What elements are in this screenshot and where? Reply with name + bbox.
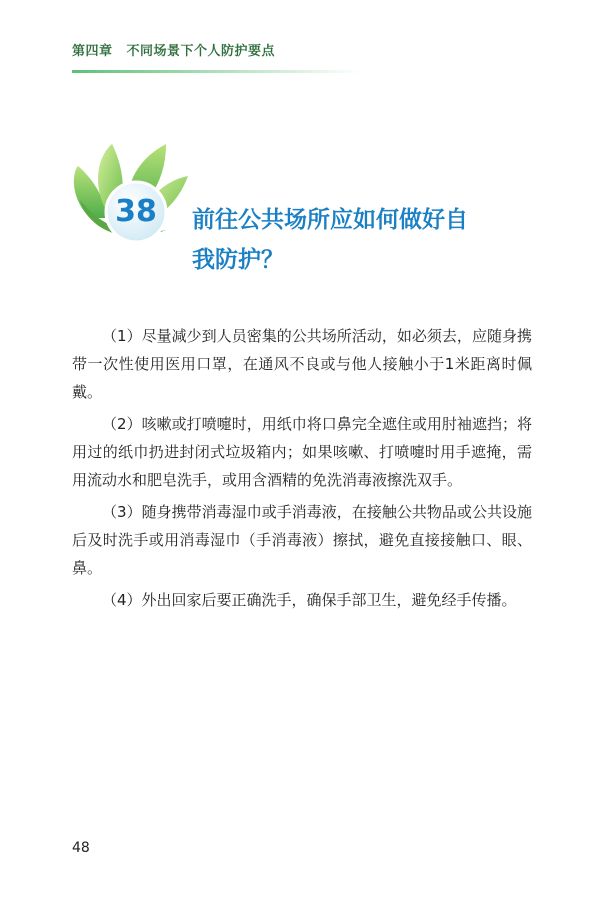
section-title-line1: 前往公共场所应如何做好自 xyxy=(192,207,468,233)
body-text xyxy=(72,322,532,618)
paragraph-2: （2）咳嗽或打喷嚏时，用纸巾将口鼻完全遮住或用肘袖遮挡；将用过的纸巾扔进封闭式垃圾箱内；如果咳嗽、打喷嚏时用手遮掩，需用流动水和肥皂洗手，或用含酒精的免洗消毒液擦洗双手。 xyxy=(72,415,532,489)
section-title xyxy=(192,200,522,280)
paragraph-3: （3）随身携带消毒湿巾或手消毒液，在接触公共物品或公共设施后及时洗手或用消毒湿巾（手消毒液）擦拭，避免直接接触口、眼、鼻。 xyxy=(72,503,532,577)
chapter-title: 不同场景下个人防护要点 xyxy=(126,44,276,59)
chapter-label: 第四章 xyxy=(72,44,113,59)
section-title-line2: 我防护？ xyxy=(192,247,284,273)
paragraph-1: （1）尽量减少到人员密集的公共场所活动，如必须去，应随身携带一次性使用医用口罩，在通风不良或与他人接触小于1米距离时佩戴。 xyxy=(72,327,532,401)
section-number: 38 xyxy=(115,194,157,229)
paragraph-4: （4）外出回家后要正确洗手，确保手部卫生，避免经手传播。 xyxy=(102,591,517,609)
chapter-header xyxy=(72,40,275,59)
page-number: 48 xyxy=(72,840,90,856)
leaf-badge-icon xyxy=(70,138,190,248)
header-divider xyxy=(72,70,362,73)
